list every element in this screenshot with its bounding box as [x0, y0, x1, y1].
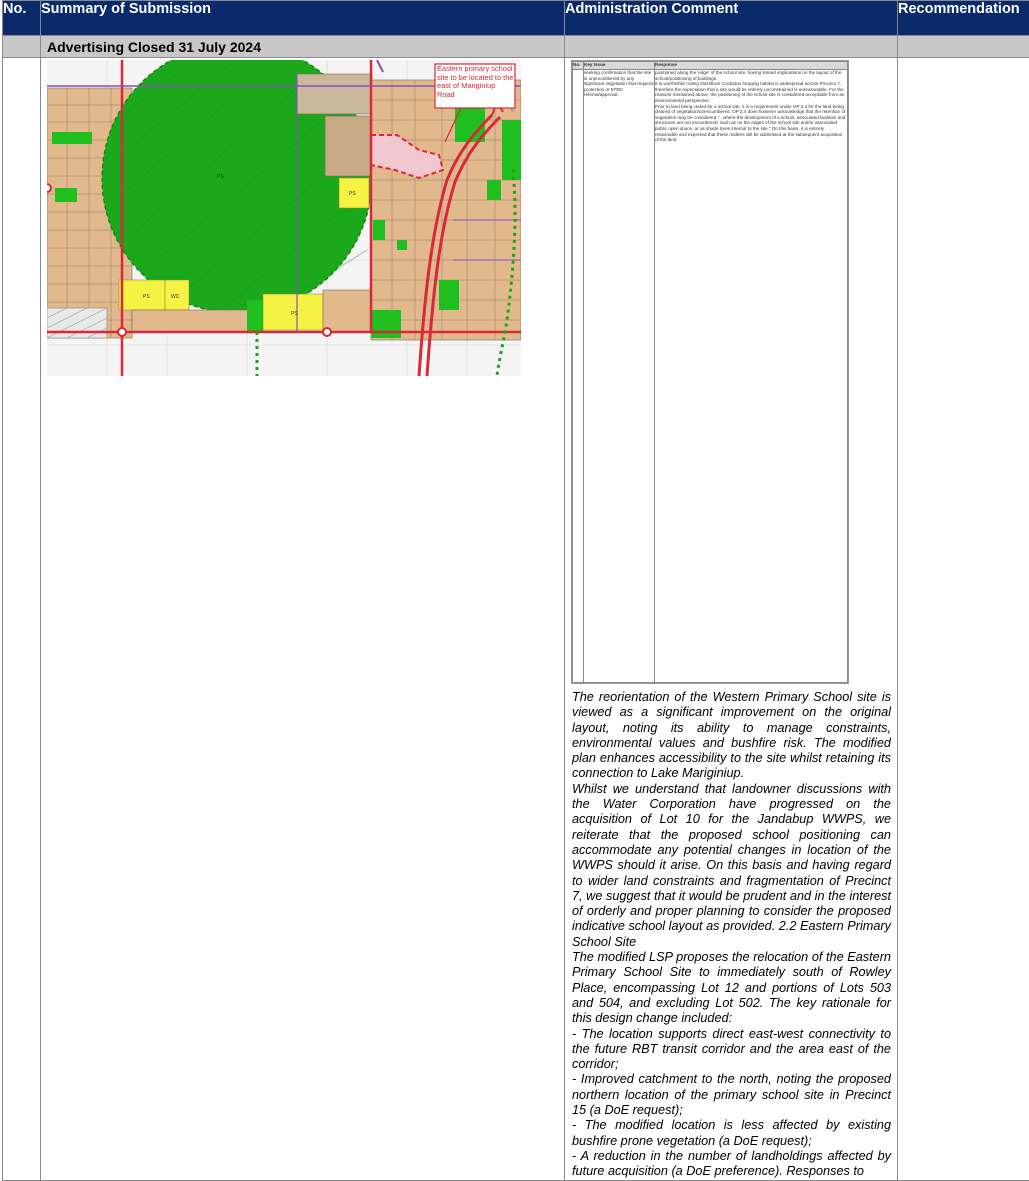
comment-paragraph: Whilst we understand that landowner discussions with the Water Corporation have progressed on the acquisition of Lot 10 for the Jandabup WWPS, we reiterate that the proposed school positioning can accommodate any potential changes in location of the WWPS should it arise. On this basis and having regard to wider land constraints and fragmentation of Precinct 7, we suggest that it would be prudent and in the interest of orderly and proper planning to consider the proposed indicative school layout as provided. 2.2 Eastern Primary School Site — [572, 782, 891, 950]
comment-paragraph: - Improved catchment to the north, noting the proposed northern location of the primary school site in Precinct 15 (a DoE request); — [572, 1072, 891, 1118]
comment-paragraph: - The modified location is less affected by existing bushfire prone vegetation (a DoE request); — [572, 1118, 891, 1149]
comment-paragraph: The reorientation of the Western Primary School site is viewed as a significant improvement on the original layout, noting its ability to manage constraints, environmental values and bushfire risk. The modified plan enhances accessibility to the site whilst retaining its connection to Lake Mariginiup. — [572, 690, 891, 782]
header-admin-comment: Administration Comment — [565, 1, 898, 36]
inset-response-1: positioned along the 'edge' of the school site, having limited implications on the layout of the school/positioning of buildings. — [655, 70, 847, 81]
map-label-wc: WC — [171, 294, 180, 300]
submissions-table — [2, 0, 1029, 1181]
inset-header-response: Response — [655, 62, 848, 70]
map-callout-text: Eastern primary school site to be located to the east of Mariginiup Road — [437, 65, 514, 99]
admin-comment-text — [565, 688, 897, 1180]
inset-response-2: It is worthwhile noting that Black Cockatoo foraging habitat is widespread across Precinct 7, therefore the expectation that a site would be entirely unconstrained is unreasonable. For the reasons mentioned above, the positioning of the school site is considered acceptable from an environmental perspective. — [655, 81, 847, 103]
table-header-row — [3, 1, 1029, 36]
map-label-ps-2: PS — [291, 311, 298, 317]
header-recommendation: Recommendation — [898, 1, 1029, 36]
comment-paragraph: - The location supports direct east-west connectivity to the future RBT transit corridor and the area east of the corridor; — [572, 1027, 891, 1073]
inset-response-3: Prior to land being ceded for a school site, it is a requirement under OP 2.4 for the land being cleared of vegetation/unencumbered. OP 2.4 does however acknowledge that the retention of vegetation may be considered "...where the development of a school, associated facilities and structures are not encumbered, such as on the edges of the school site and/or associated public open space, or as shade trees internal to the site." On this basis, it is entirely reasonable and expected that these matters will be addressed at the subsequent acquisition of the land. — [655, 104, 847, 143]
section-title: Advertising Closed 31 July 2024 — [41, 36, 565, 58]
map-label-ps-3: PS — [349, 191, 356, 197]
cell-summary — [41, 58, 565, 1181]
inset-header-key-issue: Key Issue — [584, 62, 655, 70]
section-row — [3, 36, 1029, 58]
map-label-ps-1: PS — [143, 294, 150, 300]
comment-paragraph: - A reduction in the number of landholdings affected by future acquisition (a DoE preference). Responses to — [572, 1149, 891, 1180]
cell-recommendation — [898, 58, 1029, 1181]
inset-key-issue: seeking confirmation that the site is unencumbered by any significant vegetation that requires protection or EPBC referral/approval. — [584, 70, 655, 683]
header-summary: Summary of Submission — [41, 1, 565, 36]
table-row — [3, 58, 1029, 1181]
cell-no — [3, 58, 41, 1181]
inset-response-table — [571, 60, 849, 684]
structure-plan-map — [47, 60, 521, 376]
header-no: No. — [3, 1, 41, 36]
inset-header-no: No. — [573, 62, 584, 70]
comment-paragraph: The modified LSP proposes the relocation of the Eastern Primary School Site to immediately south of Rowley Place, encompassing Lot 12 and portions of Lots 503 and 504, and excluding Lot 502. The key rationale for this design change included: — [572, 950, 891, 1026]
map-label-ps-4: PS — [217, 174, 224, 180]
cell-admin-comment — [565, 58, 898, 1181]
